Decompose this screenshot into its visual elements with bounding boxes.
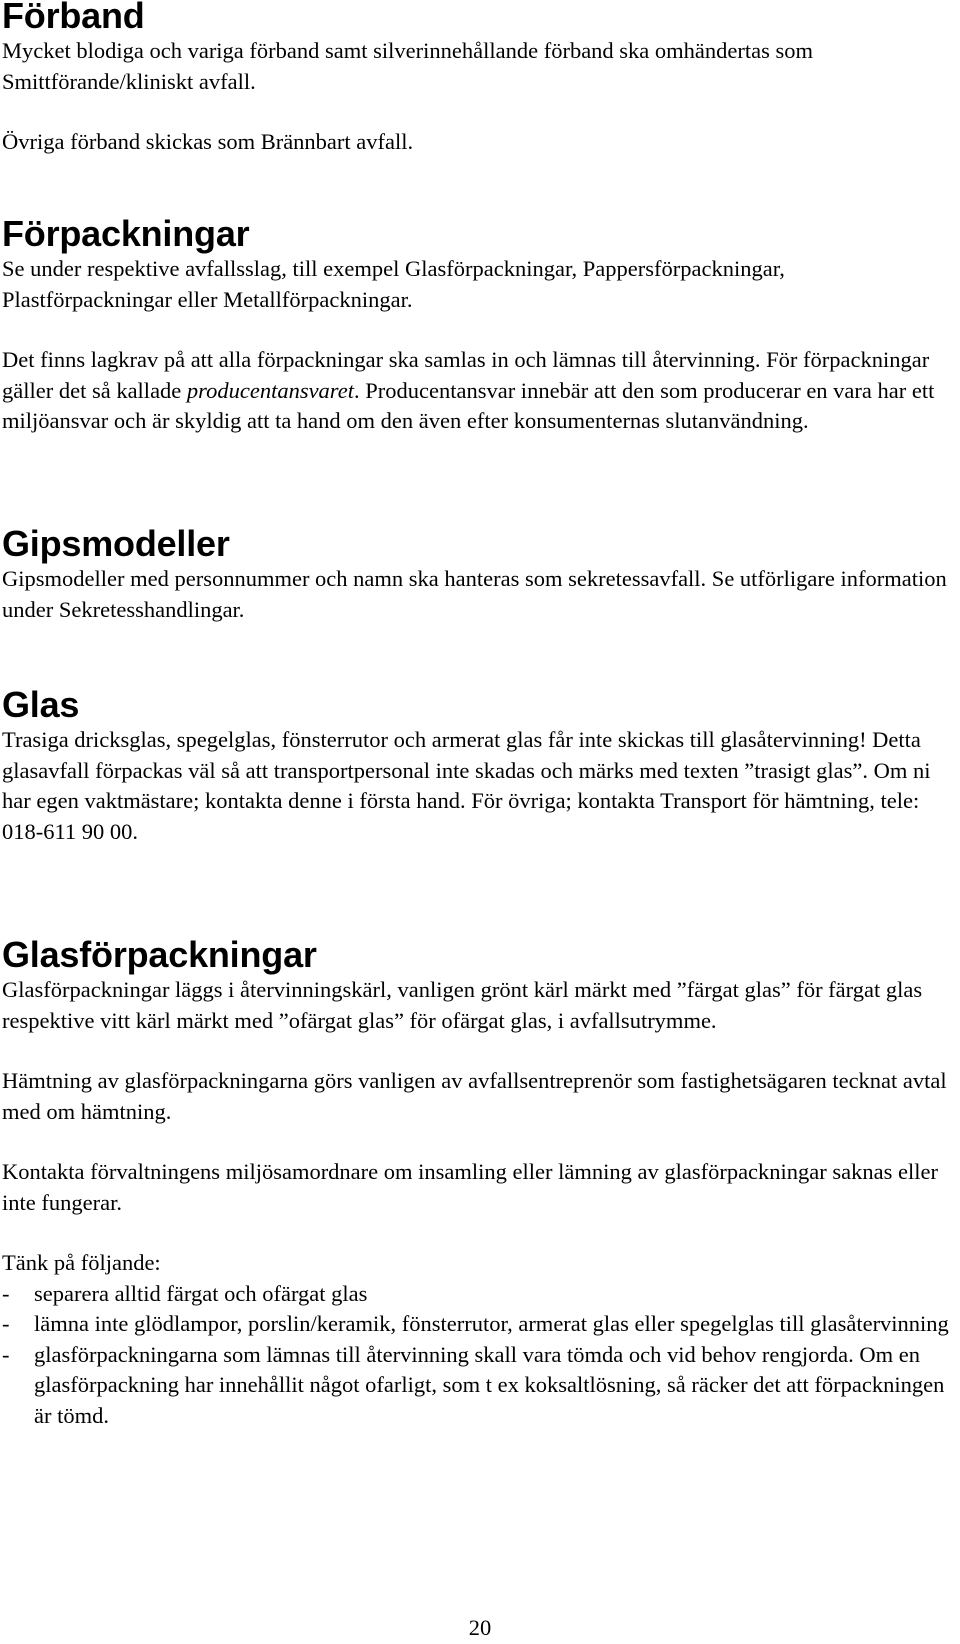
text-run: . Producentansvar innebär att den som producerar en vara har ett miljöansvar och är skyldig att ta hand om den även efter konsumenternas slutanvändning. [2, 377, 935, 433]
heading-glas: Glas [2, 684, 80, 725]
dash-bullet: - [2, 1311, 10, 1336]
paragraph: Hämtning av glasförpackningarna görs vanligen av avfallsentreprenör som fastighetsägaren tecknat avtal med om hämtning. [2, 1068, 947, 1124]
paragraph: Glasförpackningar läggs i återvinningskärl, vanligen grönt kärl märkt med ”färgat glas” för färgat glas respektive vitt kärl märkt med ”ofärgat glas” för ofärgat glas, i avfallsutrymme. [2, 977, 923, 1033]
paragraph: Mycket blodiga och variga förband samt silverinnehållande förband ska omhändertas som Smittförande/kliniskt avfall. [2, 38, 814, 94]
emphasis-producentansvaret: producentansvaret [186, 377, 354, 403]
list-item [2, 1340, 957, 1432]
text-run: Det finns lagkrav på att alla förpackningar ska samlas in och lämnas till återvinning. För förpackningar gäller det så kallade [2, 347, 930, 403]
paragraph: Gipsmodeller med personnummer och namn ska hanteras som sekretessavfall. Se utförligare information under Sekretesshandlingar. [2, 566, 947, 622]
section-forpackningar [2, 214, 957, 437]
section-glas [2, 685, 957, 847]
dash-bullet: - [2, 1341, 10, 1367]
list-item-text: glasförpackningarna som lämnas till återvinning skall vara tömda och vid behov rengjorda. Om en glasförpackning har innehållit något ofarligt, som t ex koksaltlösning, så räcker det att förpackningen är tömd. [34, 1341, 945, 1428]
list-item-text: separera alltid färgat och ofärgat glas [34, 1280, 368, 1306]
list-item [2, 1279, 957, 1310]
heading-forpackningar: Förpackningar [2, 213, 250, 254]
paragraph: Övriga förband skickas som Brännbart avfall. [2, 129, 414, 154]
heading-glasforpackningar: Glasförpackningar [2, 934, 317, 975]
page-number: 20 [468, 1615, 492, 1640]
section-glasforpackningar [2, 935, 957, 1431]
paragraph [2, 345, 957, 437]
section-gipsmodeller [2, 524, 957, 625]
list-item-text: lämna inte glödlampor, porslin/keramik, fönsterrutor, armerat glas eller spegelglas till glasåtervinning [34, 1311, 949, 1336]
section-forband [2, 0, 957, 158]
paragraph: Trasiga dricksglas, spegelglas, fönsterrutor och armerat glas får inte skickas till glasåtervinning! Detta glasavfall förpackas väl så att transportpersonal inte skadas och märks med texten ”trasigt glas”. Om ni har egen vaktmästare; kontakta denne i första hand. För övriga; kontakta Transport för hämtning, tele: 018-611 90 00. [2, 727, 931, 844]
paragraph: Kontakta förvaltningens miljösamordnare om insamling eller lämning av glasförpackningar saknas eller inte fungerar. [2, 1159, 938, 1215]
list-item [2, 1309, 957, 1340]
paragraph: Se under respektive avfallsslag, till exempel Glasförpackningar, Pappersförpackningar, Plastförpackningar eller Metallförpackningar. [2, 256, 785, 312]
heading-forband: Förband [2, 0, 145, 36]
list-intro: Tänk på följande: [2, 1250, 161, 1275]
heading-gipsmodeller: Gipsmodeller [2, 523, 230, 564]
dash-bullet: - [2, 1280, 10, 1306]
tips-list [2, 1279, 957, 1432]
